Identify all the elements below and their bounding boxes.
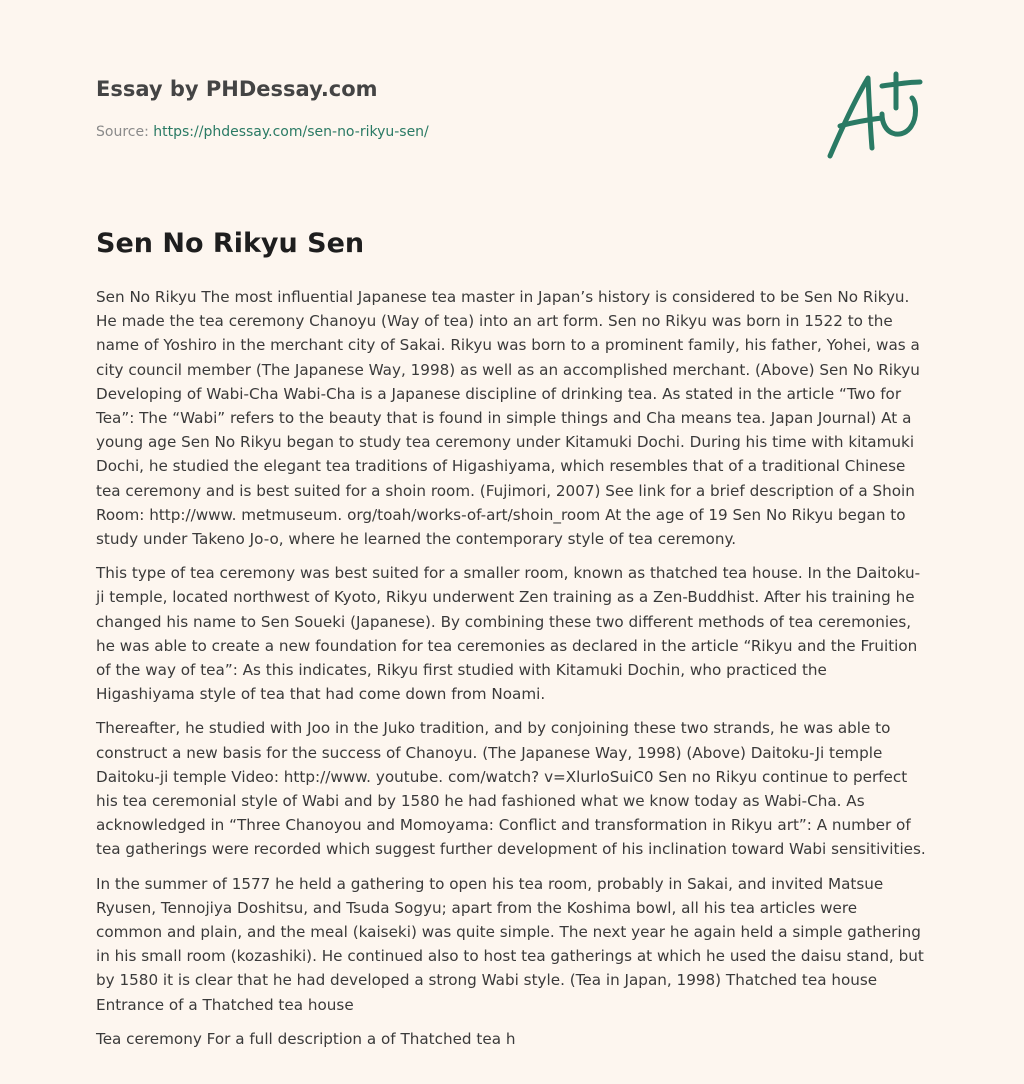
essay-paragraph: In the summer of 1577 he held a gathering to open his tea room, probably in Sakai, and invited Matsue Ryusen, Tennojiya Doshitsu, and Tsuda Sogyu; apart from the Koshima bowl, all his tea articles were common and plain, and the meal (kaiseki) was quite simple. The next year he again held a simple gathering in his small room (kozashiki). He continued also to host tea gatherings at which he used the daisu stand, but by 1580 it is clear that he had developed a strong Wabi style. (Tea in Japan, 1998) Thatched tea house Entrance of a Thatched tea house xyxy=(96,874,924,1014)
a-plus-logo-icon xyxy=(824,68,924,164)
site-brand: Essay by PHDessay.com xyxy=(96,77,378,101)
essay-paragraph: Thereafter, he studied with Joo in the Juko tradition, and by conjoining these two strands, he was able to construct a new basis for the success of Chanoyu. (The Japanese Way, 1998) (Above) Daitoku-Ji temple Daitoku-ji temple Video: http://www. youtube. com/watch? v=XlurloSuiC0 Sen no Rikyu continue to perfect his tea ceremonial style of Wabi and by 1580 he had fashioned what we know today as Wabi-Cha. As acknowledged in “Three Chanoyou and Momoyama: Conflict and transformation in Rikyu art”: A number of tea gatherings were recorded which suggest further development of his inclination toward Wabi sensitivities. xyxy=(96,719,926,859)
source-label: Source: xyxy=(96,124,154,140)
essay-paragraph: Sen No Rikyu The most influential Japanese tea master in Japan’s history is considered to be Sen No Rikyu. He made the tea ceremony Chanoyu (Way of tea) into an art form. Sen no Rikyu was born in 1522 to the name of Yoshiro in the merchant city of Sakai. Rikyu was born to a prominent family, his father, Yohei, was a city council member (The Japanese Way, 1998) as well as an accomplished merchant. (Above) Sen No Rikyu Developing of Wabi-Cha Wabi-Cha is a Japanese discipline of drinking tea. As stated in the article “Two for Tea”: The “Wabi” refers to the beauty that is found in simple things and Cha means tea. Japan Journal) At a young age Sen No Rikyu began to study tea ceremony under Kitamuki Dochi. During his time with kitamuki Dochi, he studied the elegant tea traditions of Higashiyama, which resembles that of a traditional Chinese tea ceremony and is best suited for a shoin room. (Fujimori, 2007) See link for a brief description of a Shoin Room: http://www. metmuseum. org/toah/works-of-art/shoin_room At the age of 19 Sen No Rikyu began to study under Takeno Jo-o, where he learned the contemporary style of tea ceremony. xyxy=(96,288,920,549)
essay-paragraph: This type of tea ceremony was best suited for a smaller room, known as thatched tea house. In the Daitoku-ji temple, located northwest of Kyoto, Rikyu underwent Zen training as a Zen-Buddhist. After his training he changed his name to Sen Soueki (Japanese). By combining these two different methods of tea ceremonies, he was able to create a new foundation for tea ceremonies as declared in the article “Rikyu and the Fruition of the way of tea”: As this indicates, Rikyu first studied with Kitamuki Dochin, who practiced the Higashiyama style of tea that had come down from Noami. xyxy=(96,564,921,704)
essay-title: Sen No Rikyu Sen xyxy=(96,228,365,259)
essay-paragraph: Tea ceremony For a full description a of Thatched tea h xyxy=(96,1029,516,1048)
essay-body xyxy=(96,285,926,1061)
source-line xyxy=(96,124,429,140)
source-link[interactable]: https://phdessay.com/sen-no-rikyu-sen/ xyxy=(153,124,429,140)
